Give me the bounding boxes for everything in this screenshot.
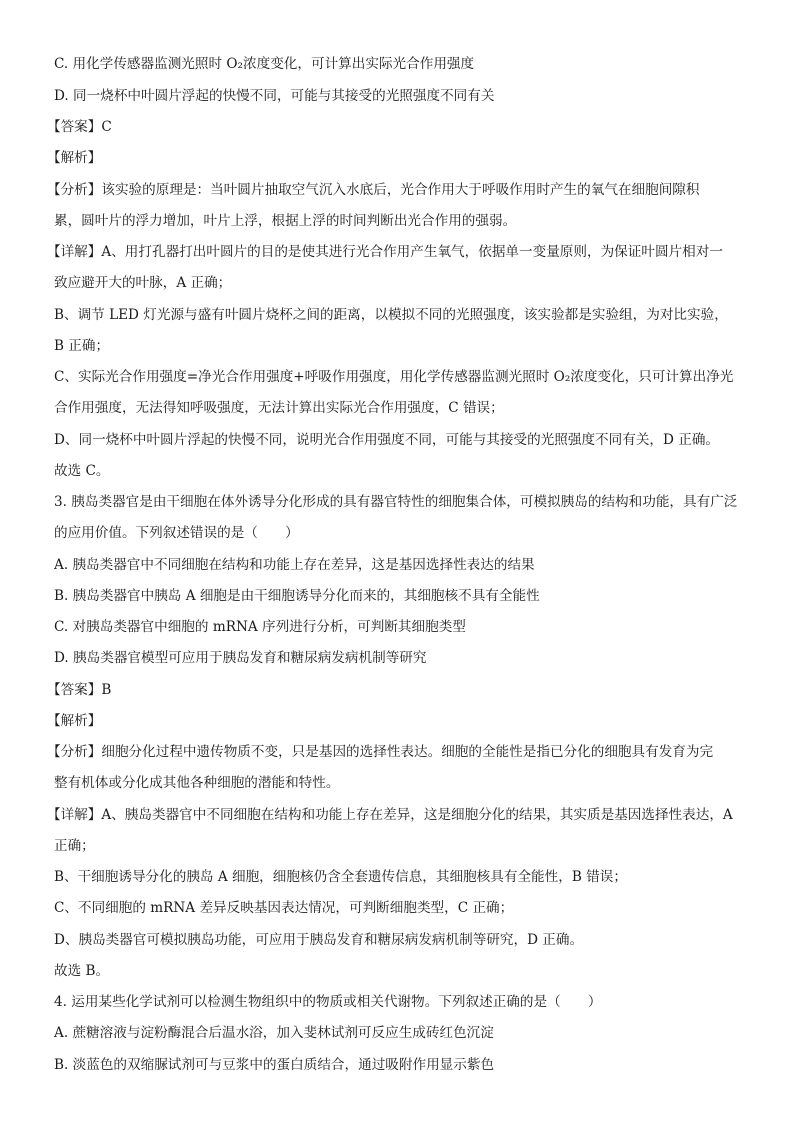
option-c-line: C. 对胰岛类器官中细胞的 mRNA 序列进行分析，可判断其细胞类型 <box>54 619 466 635</box>
detail-text-line: C、不同细胞的 mRNA 差异反映基因表达情况，可判断细胞类型，C 正确； <box>54 900 514 916</box>
analysis-heading: 【解析】 <box>47 150 102 166</box>
detail-text-line: B 正确； <box>54 338 110 354</box>
option-a-line: A. 胰岛类器官中不同细胞在结构和功能上存在差异，这是基因选择性表达的结果 <box>54 557 535 573</box>
answer-line: 【答案】C <box>47 119 112 135</box>
detail-text-line: D、胰岛类器官可模拟胰岛功能，可应用于胰岛发育和糖尿病发病机制等研究，D 正确。 <box>54 932 584 948</box>
detail-text-line: 致应避开大的叶脉，A 正确； <box>54 275 232 291</box>
detail-text-line: B、干细胞诱导分化的胰岛 A 细胞，细胞核仍含全套遗传信息，其细胞核具有全能性，B 错误； <box>54 869 627 885</box>
detail-text-line: C、实际光合作用强度=净光合作用强度+呼吸作用强度，用化学传感器监测光照时 O₂浓度变化，只可计算出净光 <box>54 369 734 385</box>
detail-text-line: B、调节 LED 灯光源与盛有叶圆片烧杯之间的距离，以模拟不同的光照强度，该实验都是实验组，为对比实验， <box>54 307 728 323</box>
option-b-line: B. 胰岛类器官中胰岛 A 细胞是由干细胞诱导分化而来的，其细胞核不具有全能性 <box>54 588 540 604</box>
detail-text-line: 【详解】A、胰岛类器官中不同细胞在结构和功能上存在差异，这是细胞分化的结果，其实质是基因选择性表达，A <box>47 807 733 823</box>
analysis-text-line: 【分析】该实验的原理是：当叶圆片抽取空气沉入水底后，光合作用大于呼吸作用时产生的氧气在细胞间隙积 <box>47 182 700 198</box>
option-b-line: B. 淡蓝色的双缩脲试剂可与豆浆中的蛋白质结合，通过吸附作用显示紫色 <box>54 1057 495 1073</box>
analysis-text-line: 【分析】细胞分化过程中遗传物质不变，只是基因的选择性表达。细胞的全能性是指已分化的细胞具有发育为完 <box>47 744 714 760</box>
option-c-line: C. 用化学传感器监测光照时 O₂浓度变化，可计算出实际光合作用强度 <box>54 56 475 72</box>
question-3-line: 的应用价值。下列叙述错误的是（ ） <box>54 525 299 541</box>
option-d-line: D. 胰岛类器官模型可应用于胰岛发育和糖尿病发病机制等研究 <box>54 650 427 666</box>
question-3-line: 3. 胰岛类器官是由干细胞在体外诱导分化形成的具有器官特性的细胞集合体，可模拟胰岛的结构和功能，具有广泛 <box>54 494 738 510</box>
option-d-line: D. 同一烧杯中叶圆片浮起的快慢不同，可能与其接受的光照强度不同有关 <box>54 88 495 104</box>
analysis-text-line: 整有机体或分化成其他各种细胞的潜能和特性。 <box>54 775 340 791</box>
answer-line: 【答案】B <box>47 682 112 698</box>
conclusion-line: 故选 C。 <box>54 463 110 479</box>
conclusion-line: 故选 B。 <box>54 963 110 979</box>
detail-text-line: 【详解】A、用打孔器打出叶圆片的目的是使其进行光合作用产生氧气，依据单一变量原则，为保证叶圆片相对一 <box>47 244 723 260</box>
analysis-heading: 【解析】 <box>47 713 102 729</box>
detail-text-line: 合作用强度，无法得知呼吸强度，无法计算出实际光合作用强度，C 错误； <box>54 400 504 416</box>
detail-text-line: 正确； <box>54 838 95 854</box>
analysis-text-line: 累，圆叶片的浮力增加，叶片上浮，根据上浮的时间判断出光合作用的强弱。 <box>54 213 517 229</box>
detail-text-line: D、同一烧杯中叶圆片浮起的快慢不同，说明光合作用强度不同，可能与其接受的光照强度不同有关，D 正确。 <box>54 432 720 448</box>
question-4-line: 4. 运用某些化学试剂可以检测生物组织中的物质或相关代谢物。下列叙述正确的是（ ） <box>54 994 602 1010</box>
option-a-line: A. 蔗糖溶液与淀粉酶混合后温水浴，加入斐林试剂可反应生成砖红色沉淀 <box>54 1025 494 1041</box>
